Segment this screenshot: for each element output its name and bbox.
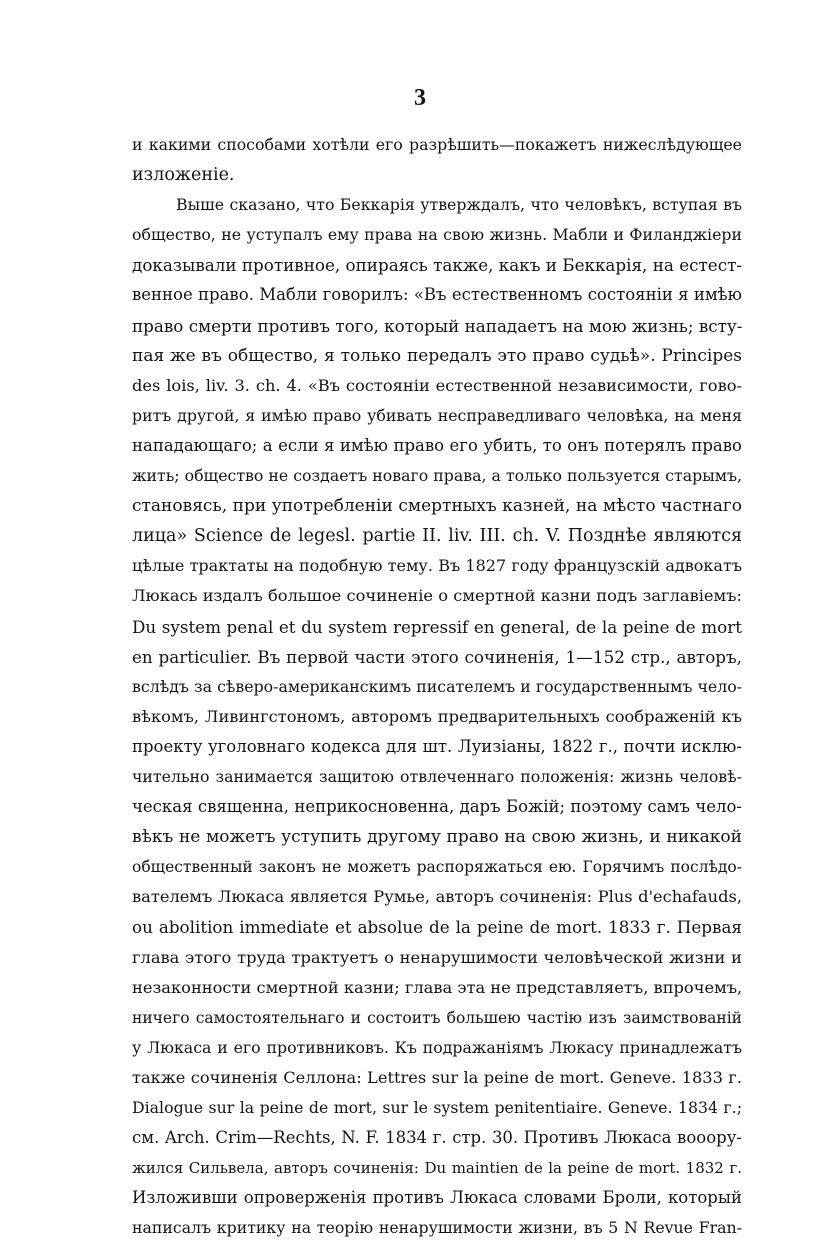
text-line: вѣкомъ, Ливингстономъ, авторомъ предварительныхъ соображеній къ: [132, 706, 742, 726]
text-line: пая же въ общество, я только передалъ это право судьѣ». Principes: [132, 345, 742, 366]
text-line: проекту уголовнаго кодекса для шт. Луизіаны, 1822 г., почти исклю-: [132, 736, 742, 756]
text-line: жить; общество не создаетъ новаго права, а только пользуется старымъ,: [132, 466, 742, 486]
text-line: Люкась издалъ большое сочиненіе о смертной казни подъ заглавіемъ:: [132, 586, 742, 606]
text-line: ритъ другой, я имѣю право убивать несправедливаго человѣка, на меня: [132, 405, 742, 425]
text-line: Выше сказано, что Беккарія утверждалъ, что человѣкъ, вступая въ: [176, 195, 742, 215]
text-line: ческая священна, неприкосновенна, даръ Божій; поэтому самъ чело-: [132, 797, 742, 817]
text-line: вѣкъ не можетъ уступить другому право на свою жизнь, и никакой: [132, 827, 742, 848]
text-line: у Люкаса и его противниковъ. Къ подражаніямъ Люкасу принадлежатъ: [132, 1037, 742, 1057]
text-line: также сочиненія Селлона: Lettres sur la peine de mort. Geneve. 1833 г.: [132, 1067, 742, 1087]
text-line: des lois, liv. 3. ch. 4. «Въ состояніи естественной независимости, гово-: [132, 375, 742, 395]
text-line: изложеніе.: [132, 165, 235, 186]
text-line: Изложивши опроверженія противъ Люкаса словами Броли, который: [132, 1188, 742, 1208]
text-line: общество, не уступалъ ему права на свою жизнь. Мабли и Филанджіери: [132, 225, 742, 245]
text-line: ou abolition immediate et absolue de la peine de mort. 1833 г. Первая: [132, 917, 742, 938]
text-line: и какими способами хотѣли его разрѣшить—покажетъ нижеслѣдующее: [132, 135, 742, 154]
text-line: en particulier. Въ первой части этого сочиненія, 1—152 стр., авторъ,: [132, 646, 742, 667]
text-line: общественный законъ не можетъ распоряжаться ею. Горячимъ послѣдо-: [132, 858, 742, 877]
text-line: венное право. Мабли говорилъ: «Въ естественномъ состояніи я имѣю: [132, 285, 742, 305]
text-line: Dialogue sur la peine de mort, sur le system penitentiaire. Geneve. 1834 г.;: [132, 1098, 742, 1117]
text-line: незаконности смертной казни; глава эта не представляетъ, впрочемъ,: [132, 977, 742, 997]
text-line: нападающаго; а если я имѣю право его убить, то онъ потерялъ право: [132, 435, 742, 455]
text-line: Du system penal et du system repressif en general, de la peine de mort: [132, 616, 742, 637]
body-text: [132, 130, 742, 1243]
text-line: лица» Science de legesl. partie II. liv. III. ch. V. Позднѣе являются: [132, 526, 742, 547]
text-line: вслѣдъ за сѣверо-американскимъ писателемъ и государственнымъ чело-: [132, 676, 742, 696]
text-line: вателемъ Люкаса является Румье, авторъ сочиненія: Plus d'echafauds,: [132, 887, 742, 907]
text-line: написалъ критику на теорію ненарушимости жизни, въ 5 N Revue Fran-: [132, 1218, 742, 1238]
text-line: доказывали противное, опираясь также, какъ и Беккарія, на естест-: [132, 255, 742, 276]
text-line: см. Arch. Crim—Rechts, N. F. 1834 г. стр. 30. Противъ Люкаса вооору-: [132, 1128, 742, 1148]
text-line: жился Сильвела, авторъ сочиненія: Du maintien de la peine de mort. 1832 г.: [132, 1159, 742, 1178]
text-line: право смерти противъ того, который нападаетъ на мою жизнь; всту-: [132, 315, 742, 336]
text-line: глава этого труда трактуетъ о ненарушимости человѣческой жизни и: [132, 947, 742, 967]
text-line: ничего самостоятельнаго и состоитъ большею частію изъ заимствованій: [132, 1008, 742, 1027]
text-line: цѣлые трактаты на подобную тему. Въ 1827 году французскій адвокатъ: [132, 556, 742, 576]
text-line: чительно занимается защитою отвлеченнаго положенія: жизнь человѣ-: [132, 766, 742, 786]
page-number: 3: [414, 85, 426, 111]
text-line: становясь, при употребленіи смертныхъ казней, на мѣсто частнаго: [132, 496, 742, 517]
